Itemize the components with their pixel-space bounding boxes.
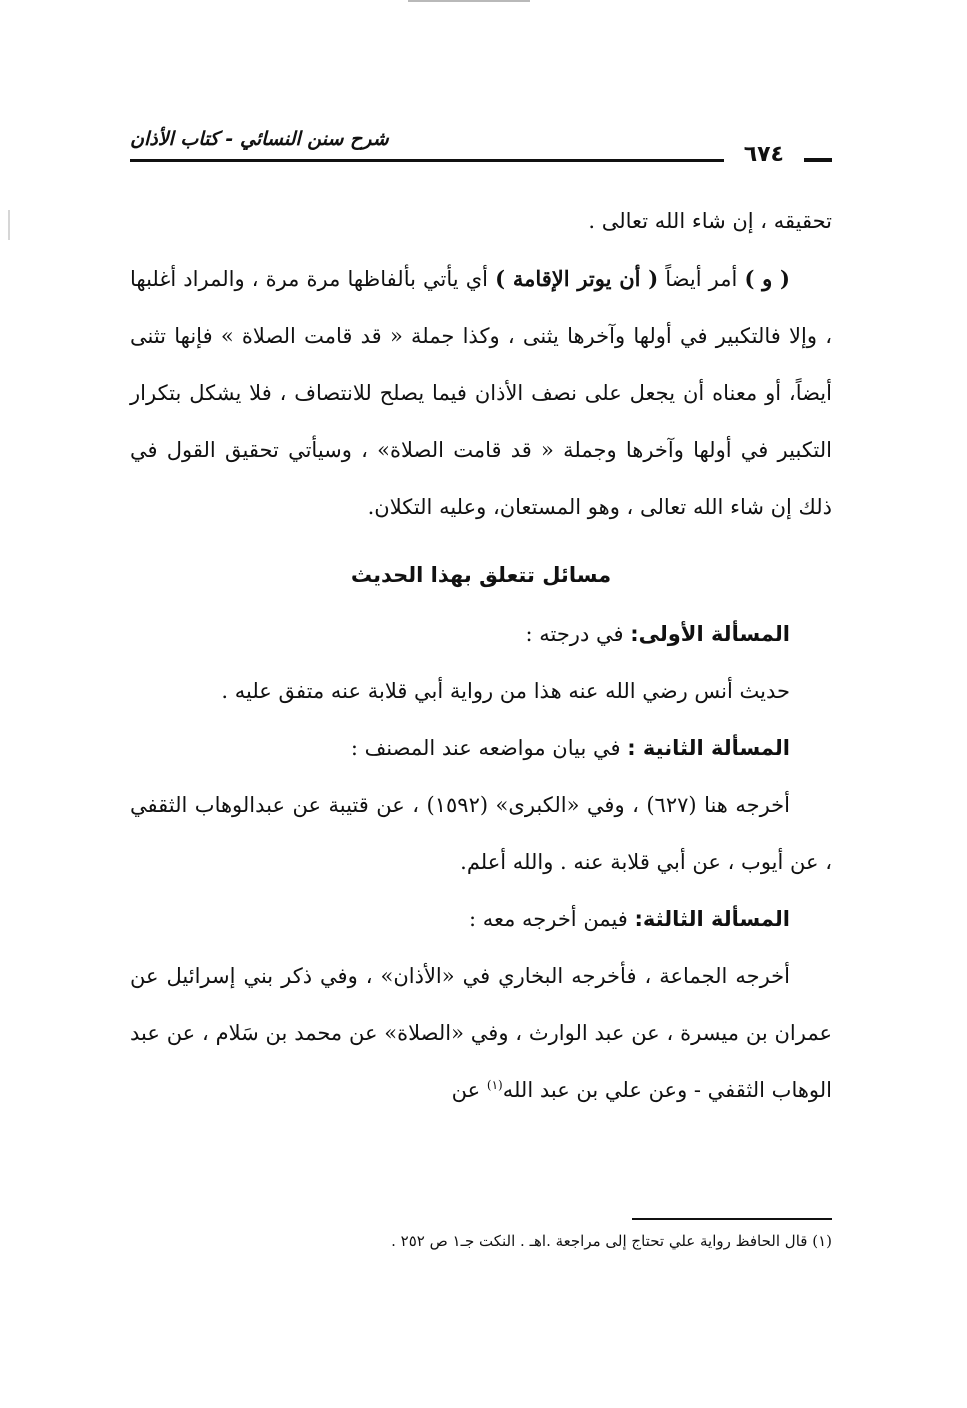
masala-2-title: في بيان مواضعه عند المصنف : (350, 736, 621, 760)
header-dash (804, 158, 832, 162)
masala-2-label: المسألة الثانية : (627, 736, 790, 760)
masala-3-label: المسألة الثالثة: (634, 907, 790, 931)
page-body (130, 193, 832, 1119)
page-number: ٦٧٤ (743, 142, 784, 167)
masala-2-text: أخرجه هنا (٦٢٧) ، وفي «الكبرى» (١٥٩٢) ، عن قتيبة عن عبدالوهاب الثقفي ، عن أيوب ، عن أبي قلابة عنه . والله أعلم. (130, 793, 832, 874)
masala-1-text: حديث أنس رضي الله عنه هذا من رواية أبي قلابة عنه متفق عليه . (221, 679, 790, 703)
section-heading: مسائل تتعلق بهذا الحديث (350, 563, 612, 587)
paragraph-waw (130, 250, 832, 536)
paragraph-lead: أمر أيضاً (665, 267, 738, 291)
hadith-quote: ( أن يوتر الإقامة ) (495, 266, 659, 291)
paragraph-text: أي يأتي بألفاظها مرة مرة ، والمراد أغلبها ، وإلا فالتكبير في أولها وآخرها يثنى ، وكذا جملة « قد قامت الصلاة » فإنها تثنى أيضاً، أو معناه أن يجعل على نصف الأذان فيما يصلح للانتصاف ، فلا يشكل بتكرار التكبير في أولها وآخرها وجملة « قد قامت الصلاة» ، وسيأتي تحقيق القول في ذلك إن شاء الله تعالى ، وهو المستعان، وعليه التكلان. (130, 267, 832, 519)
running-title: شرح سنن النسائي - كتاب الأذان (130, 128, 389, 150)
masala-3-heading (130, 891, 832, 948)
masala-2-heading (130, 720, 832, 777)
header-rule (130, 159, 724, 162)
intro-line: تحقيقه ، إن شاء الله تعالى . (588, 209, 832, 233)
masala-3-title: فيمن أخرجه معه : (468, 907, 628, 931)
masala-1-label: المسألة الأولى: (630, 622, 790, 646)
footnote-reference[interactable]: (١) (486, 1078, 503, 1092)
masala-3-text-main: أخرجه الجماعة ، فأخرجه البخاري في «الأذان» ، وفي ذكر بني إسرائيل عن عمران بن ميسرة ، عن عبد الوارث ، وفي «الصلاة» عن محمد بن سَلام ، عن عبد الوهاب الثقفي - وعن علي بن عبد الله (130, 964, 832, 1102)
page-header (130, 128, 832, 180)
scan-artifact-top (408, 0, 530, 2)
paragraph-marker: ( و ) (744, 266, 790, 291)
masala-1-title: في درجته : (525, 622, 624, 646)
footnote-rule (632, 1218, 832, 1220)
masala-3-text (130, 948, 832, 1119)
scan-artifact-left (8, 210, 10, 240)
footnote: (١) قال الحافظ رواية علي تحتاج إلى مراجعة .اهـ . النكت جـ١ ص ٢٥٢ . (391, 1232, 832, 1250)
masala-1-heading (130, 606, 832, 663)
masala-3-text-tail: عن (451, 1078, 481, 1102)
